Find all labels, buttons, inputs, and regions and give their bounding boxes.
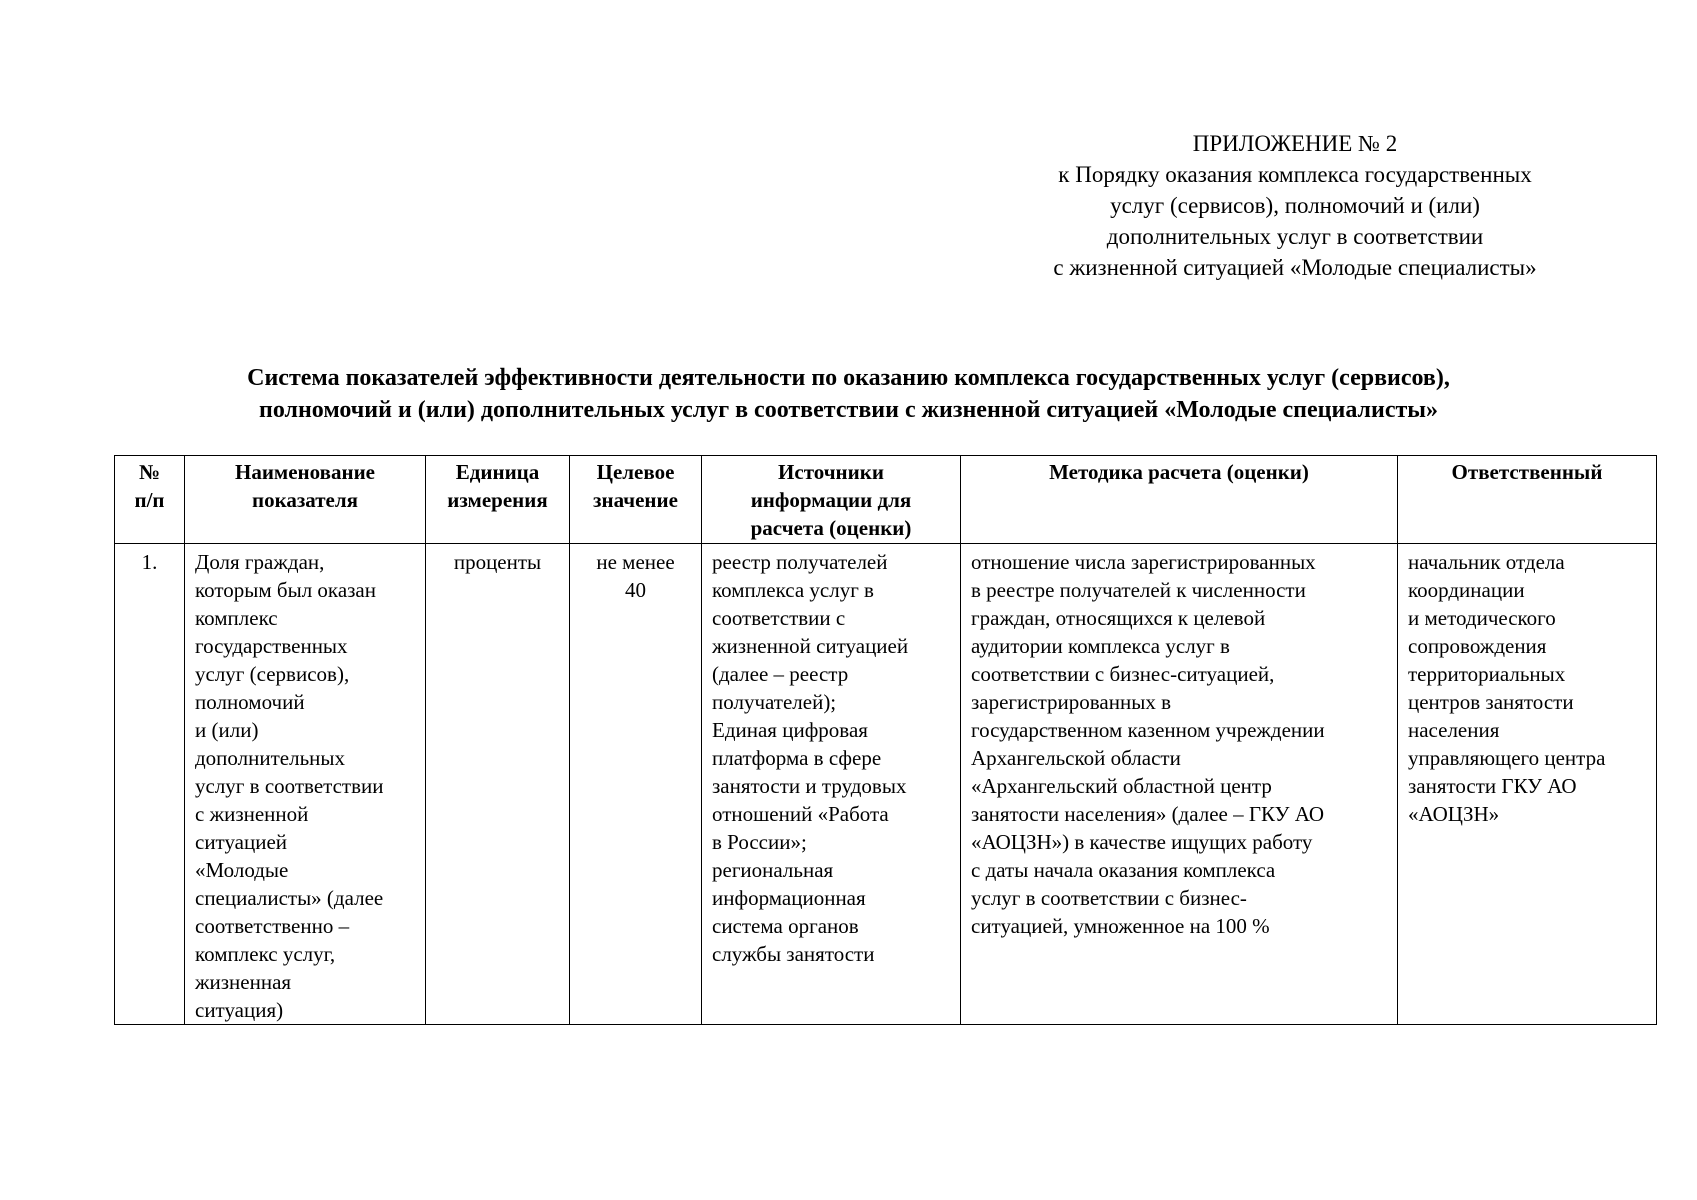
text-line: Методика расчета (оценки) <box>1049 460 1309 484</box>
header-cell-responsible <box>1398 456 1657 544</box>
text-line: зарегистрированных в <box>971 690 1171 714</box>
text-line: получателей); <box>712 690 837 714</box>
text-line: показателя <box>251 488 359 512</box>
text-line: региональная <box>712 858 834 882</box>
text-line: Целевое <box>596 460 675 484</box>
text-line: информационная <box>712 886 866 910</box>
text-line: Ответственный <box>1451 460 1603 484</box>
text-line: соответствии с <box>712 606 846 630</box>
text-line: полномочий <box>195 690 305 714</box>
text-line: занятости населения» (далее – ГКУ АО <box>971 802 1325 826</box>
text-line: услуг в соответствии <box>195 774 384 798</box>
text-line: (далее – реестр <box>712 662 849 686</box>
text-line: «Архангельский областной центр <box>971 774 1272 798</box>
text-line: информации для <box>750 488 912 512</box>
text-line: центров занятости <box>1408 690 1574 714</box>
text-line: населения <box>1408 718 1500 742</box>
text-line: отношений «Работа <box>712 802 889 826</box>
text-line: специалисты» (далее <box>195 886 384 910</box>
cell-target <box>570 544 702 1025</box>
table-header-row <box>115 456 1657 544</box>
text-line: ситуацией <box>195 830 288 854</box>
text-line: отношение числа зарегистрированных <box>971 550 1316 574</box>
text-line: № <box>138 460 161 484</box>
header-cell-method <box>961 456 1398 544</box>
text-line: измерения <box>447 488 548 512</box>
text-line: в России»; <box>712 830 807 854</box>
text-line: платформа в сфере <box>712 746 882 770</box>
cell-responsible <box>1398 544 1657 1025</box>
text-line: комплекс <box>195 606 278 630</box>
cell-num: 1. <box>115 544 185 1025</box>
document-title-line: полномочий и (или) дополнительных услуг в соответствии с жизненной ситуацией «Молодые специалисты» <box>259 397 1438 423</box>
text-line: и (или) <box>195 718 259 742</box>
text-line: Архангельской области <box>971 746 1181 770</box>
appendix-line: дополнительных услуг в соответствии <box>1106 224 1484 249</box>
text-line: Единица <box>455 460 540 484</box>
text-line: система органов <box>712 914 859 938</box>
text-line: государственных <box>195 634 348 658</box>
text-line: в реестре получателей к численности <box>971 578 1306 602</box>
text-line: занятости ГКУ АО <box>1408 774 1577 798</box>
indicators-table <box>114 455 1657 1025</box>
text-line: услуг (сервисов), <box>195 662 350 686</box>
cell-name <box>185 544 426 1025</box>
header-cell-name <box>185 456 426 544</box>
text-line: 40 <box>625 578 646 602</box>
appendix-line: услуг (сервисов), полномочий и (или) <box>1110 193 1480 218</box>
text-line: значение <box>593 488 678 512</box>
document-title-line: Система показателей эффективности деятельности по оказанию комплекса государственных услуг (сервисов), <box>247 365 1450 391</box>
text-line: сопровождения <box>1408 634 1547 658</box>
text-line: жизненной ситуацией <box>712 634 909 658</box>
text-line: «Молодые <box>195 858 289 882</box>
text-line: комплекса услуг в <box>712 578 874 602</box>
cell-source <box>702 544 961 1025</box>
text-line: п/п <box>134 488 165 512</box>
text-line: которым был оказан <box>195 578 376 602</box>
header-cell-source <box>702 456 961 544</box>
text-line: начальник отдела <box>1408 550 1565 574</box>
text-line: Источники <box>778 460 884 484</box>
text-line: и методического <box>1408 606 1556 630</box>
appendix-line: ПРИЛОЖЕНИЕ № 2 <box>1192 131 1398 156</box>
text-line: территориальных <box>1408 662 1566 686</box>
appendix-line: к Порядку оказания комплекса государственных <box>1058 162 1532 187</box>
text-line: с даты начала оказания комплекса <box>971 858 1276 882</box>
text-line: соответственно – <box>195 914 350 938</box>
text-line: Доля граждан, <box>195 550 325 574</box>
text-line: расчета (оценки) <box>750 516 912 540</box>
text-line: не менее <box>596 550 675 574</box>
document-title <box>40 362 1657 426</box>
text-line: ситуация) <box>195 998 284 1022</box>
text-line: граждан, относящихся к целевой <box>971 606 1266 630</box>
text-line: «АОЦЗН») в качестве ищущих работу <box>971 830 1313 854</box>
text-line: службы занятости <box>712 942 875 966</box>
text-line: занятости и трудовых <box>712 774 907 798</box>
text-line: управляющего центра <box>1408 746 1606 770</box>
text-line: дополнительных <box>195 746 346 770</box>
header-cell-target <box>570 456 702 544</box>
text-line: с жизненной <box>195 802 309 826</box>
text-line: Единая цифровая <box>712 718 868 742</box>
appendix-heading <box>975 128 1615 283</box>
text-line: государственном казенном учреждении <box>971 718 1325 742</box>
text-line: реестр получателей <box>712 550 888 574</box>
text-line: Наименование <box>235 460 375 484</box>
text-line: комплекс услуг, <box>195 942 336 966</box>
text-line: жизненная <box>195 970 292 994</box>
text-line: соответствии с бизнес-ситуацией, <box>971 662 1275 686</box>
cell-unit <box>426 544 570 1025</box>
text-line: проценты <box>453 550 542 574</box>
text-line: «АОЦЗН» <box>1408 802 1500 826</box>
appendix-line: с жизненной ситуацией «Молодые специалисты» <box>1053 255 1537 280</box>
text-line: ситуацией, умноженное на 100 % <box>971 914 1270 938</box>
header-cell-num <box>115 456 185 544</box>
text-line: услуг в соответствии с бизнес- <box>971 886 1247 910</box>
text-line: координации <box>1408 578 1525 602</box>
table-row <box>115 544 1657 1025</box>
text-line: аудитории комплекса услуг в <box>971 634 1230 658</box>
cell-method <box>961 544 1398 1025</box>
header-cell-unit <box>426 456 570 544</box>
